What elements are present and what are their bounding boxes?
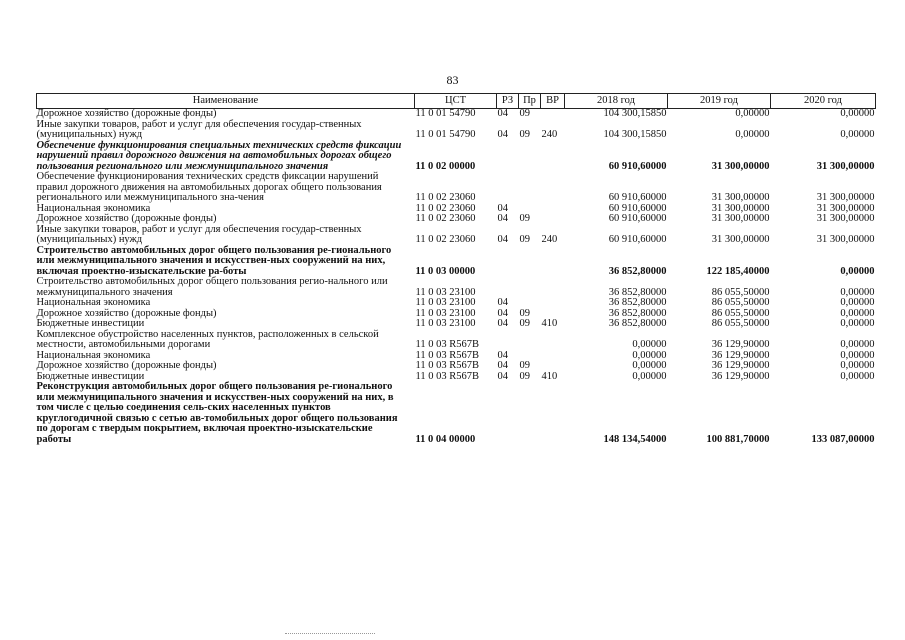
cell-cst: 11 0 03 23100 (415, 297, 476, 308)
cell-2020: 0,00000 (840, 360, 875, 371)
cell-name: Иные закупки товаров, работ и услуг для обеспечения государ-ственных (муниципальных) нужд (36, 223, 362, 245)
cell-vr (541, 214, 565, 225)
cell-cst: 11 0 03 R567B (415, 339, 479, 350)
cell-cst: 11 0 02 23060 (415, 234, 476, 245)
cell-name: Бюджетные инвестиции (36, 318, 145, 329)
cell-2020: 0,00000 (840, 297, 875, 308)
scan-mark (285, 633, 375, 636)
cell-rz (497, 330, 519, 351)
cell-pr (519, 246, 541, 278)
cell-2020: 0,00000 (840, 307, 875, 319)
cell-name: Дорожное хозяйство (дорожные фонды) (36, 307, 217, 319)
cell-2019: 31 300,00000 (711, 202, 770, 214)
cell-2018: 0,00000 (632, 349, 667, 361)
cell-vr: 240 (541, 129, 558, 140)
cell-vr (541, 141, 565, 173)
cell-vr (541, 172, 565, 204)
cell-2019: 122 185,40000 (706, 265, 770, 277)
cell-name: Иные закупки товаров, работ и услуг для обеспечения государ-ственных (муниципальных) нужд (36, 118, 362, 140)
header-vr: ВР (541, 94, 565, 109)
budget-table (36, 93, 876, 445)
cell-name: Дорожное хозяйство (дорожные фонды) (36, 360, 217, 371)
cell-cst: 11 0 01 54790 (415, 108, 476, 119)
cell-pr (519, 298, 541, 309)
cell-2018: 36 852,80000 (608, 318, 667, 329)
cell-name: Реконструкция автомобильных дорог общего пользования ре-гионального или межмуниципального значения и искусствен-ных сооружений на них, в том числе с целью соединения сель-ских населенных пунктов круглогодичной связью с сетью ав-томобильных дорог общего пользования по дорогам с твердым покрытием, включая проектно-изыскательские работы (36, 381, 398, 445)
cell-pr (519, 330, 541, 351)
cell-2020: 31 300,00000 (816, 202, 875, 214)
cell-vr (541, 330, 565, 351)
cell-2019: 86 055,50000 (711, 318, 770, 329)
cell-name: Дорожное хозяйство (дорожные фонды) (36, 213, 217, 224)
cell-2020: 0,00000 (840, 370, 875, 382)
cell-2019: 0,00000 (735, 108, 770, 119)
cell-2018: 0,00000 (632, 339, 667, 350)
cell-cst: 11 0 03 R567B (415, 360, 479, 371)
cell-2020: 0,00000 (840, 265, 875, 277)
cell-2018: 60 910,60000 (608, 192, 667, 203)
cell-2020: 0,00000 (840, 129, 875, 140)
table-row (37, 214, 876, 225)
cell-vr: 410 (541, 318, 558, 329)
table-row (37, 382, 876, 445)
cell-2020: 0,00000 (840, 339, 875, 350)
cell-vr (541, 204, 565, 215)
cell-pr (519, 277, 541, 298)
cell-2019: 0,00000 (735, 129, 770, 140)
header-2019: 2019 год (668, 94, 771, 109)
cell-rz: 04 (497, 234, 508, 245)
cell-cst: 11 0 03 23100 (415, 318, 476, 329)
cell-2018: 0,00000 (632, 370, 667, 382)
cell-name: Строительство автомобильных дорог общего пользования регио-нального или межмуниципального значения (36, 276, 388, 298)
cell-name: Дорожное хозяйство (дорожные фонды) (36, 108, 217, 119)
cell-cst: 11 0 01 54790 (415, 129, 476, 140)
cell-rz (497, 277, 519, 298)
cell-2018: 0,00000 (632, 360, 667, 371)
cell-cst: 11 0 03 23100 (415, 286, 476, 298)
header-2018: 2018 год (565, 94, 668, 109)
cell-2019: 86 055,50000 (711, 297, 770, 308)
cell-pr: 09 (519, 370, 530, 382)
cell-rz: 04 (497, 307, 508, 319)
cell-vr: 240 (541, 234, 558, 245)
cell-pr: 09 (519, 108, 530, 119)
cell-2018: 60 910,60000 (608, 202, 667, 214)
header-pr: Пр (519, 94, 541, 109)
cell-rz (497, 141, 519, 173)
cell-name: Национальная экономика (36, 202, 151, 214)
cell-2020: 31 300,00000 (816, 192, 875, 203)
cell-rz: 04 (497, 360, 508, 371)
cell-cst: 11 0 03 R567B (415, 370, 479, 382)
cell-vr (541, 361, 565, 372)
cell-2019: 86 055,50000 (711, 286, 770, 298)
cell-cst: 11 0 03 R567B (415, 349, 479, 361)
cell-2020: 31 300,00000 (816, 160, 875, 172)
table-row (37, 361, 876, 372)
cell-2019: 31 300,00000 (711, 234, 770, 245)
cell-pr: 09 (519, 213, 530, 224)
cell-name: Бюджетные инвестиции (36, 370, 145, 382)
cell-2020: 31 300,00000 (816, 234, 875, 245)
cell-2020: 31 300,00000 (816, 213, 875, 224)
cell-2018: 36 852,80000 (608, 265, 667, 277)
cell-2020: 133 087,00000 (811, 433, 875, 445)
cell-2019: 31 300,00000 (711, 192, 770, 203)
table-header-row (37, 94, 876, 109)
table-row (37, 277, 876, 298)
table-row (37, 246, 876, 278)
table-row (37, 319, 876, 330)
page-number: 83 (446, 73, 459, 87)
cell-cst: 11 0 02 23060 (415, 192, 476, 203)
cell-vr (541, 277, 565, 298)
cell-2019: 36 129,90000 (711, 360, 770, 371)
table-row (37, 172, 876, 204)
cell-pr: 09 (519, 234, 530, 245)
cell-2019: 31 300,00000 (711, 160, 770, 172)
cell-rz: 04 (497, 318, 508, 329)
cell-rz (497, 172, 519, 204)
cell-2018: 36 852,80000 (608, 297, 667, 308)
cell-vr (541, 382, 565, 445)
cell-2018: 36 852,80000 (608, 286, 667, 298)
cell-2019: 36 129,90000 (711, 370, 770, 382)
cell-2020: 0,00000 (840, 286, 875, 298)
table-row (37, 109, 876, 120)
cell-2018: 36 852,80000 (608, 307, 667, 319)
table-row (37, 298, 876, 309)
cell-rz: 04 (497, 370, 508, 382)
cell-name: Национальная экономика (36, 297, 151, 308)
cell-2020: 0,00000 (840, 349, 875, 361)
cell-2018: 104 300,15850 (603, 108, 667, 119)
cell-2019: 31 300,00000 (711, 213, 770, 224)
cell-name: Комплексное обустройство населенных пунктов, расположенных в сельской местности, автомобильными дорогами (36, 328, 379, 350)
cell-vr (541, 298, 565, 309)
cell-rz (497, 382, 519, 445)
cell-rz: 04 (497, 213, 508, 224)
cell-cst: 11 0 03 00000 (415, 265, 476, 277)
cell-name: Обеспечение функционирования специальных технических средств фиксации нарушений правил дорожного движения на автомобильных дорогах общего пользования регионального или межмуниципального значения (36, 139, 402, 172)
cell-2018: 148 134,54000 (603, 433, 667, 445)
cell-pr: 09 (519, 318, 530, 329)
cell-pr (519, 382, 541, 445)
cell-name: Национальная экономика (36, 349, 151, 361)
header-2020: 2020 год (771, 94, 876, 109)
cell-cst: 11 0 02 00000 (415, 160, 476, 172)
cell-cst: 11 0 02 23060 (415, 202, 476, 214)
cell-2019: 86 055,50000 (711, 307, 770, 319)
cell-cst: 11 0 04 00000 (415, 433, 476, 445)
cell-2019: 100 881,70000 (706, 433, 770, 445)
table-row (37, 120, 876, 141)
cell-name: Строительство автомобильных дорог общего пользования ре-гионального или межмуниципального значения и искусствен-ных сооружений на них, включая проектно-изыскательские ра-боты (36, 244, 392, 277)
cell-vr (541, 109, 565, 120)
table-body (37, 109, 876, 446)
cell-pr (519, 141, 541, 173)
cell-rz: 04 (497, 202, 508, 214)
cell-pr: 09 (519, 307, 530, 319)
cell-pr (519, 172, 541, 204)
cell-cst: 11 0 03 23100 (415, 307, 476, 319)
header-rz: РЗ (497, 94, 519, 109)
cell-vr: 410 (541, 370, 558, 382)
table-row (37, 330, 876, 351)
cell-rz (497, 246, 519, 278)
header-name: Наименование (37, 94, 415, 109)
cell-rz: 04 (497, 297, 508, 308)
cell-pr: 09 (519, 360, 530, 371)
header-cst: ЦСТ (415, 94, 497, 109)
cell-pr: 09 (519, 129, 530, 140)
cell-name: Обеспечение функционирования технических средств фиксации нарушений правил дорожного движения на автомобильных дорогах общего пользования регионального или межмуниципального зна-чения (36, 171, 382, 203)
cell-2018: 60 910,60000 (608, 160, 667, 172)
cell-cst: 11 0 02 23060 (415, 213, 476, 224)
cell-2018: 60 910,60000 (608, 213, 667, 224)
cell-vr (541, 351, 565, 362)
cell-2019: 36 129,90000 (711, 349, 770, 361)
cell-2018: 104 300,15850 (603, 129, 667, 140)
table-row (37, 225, 876, 246)
cell-rz: 04 (497, 108, 508, 119)
cell-2020: 0,00000 (840, 108, 875, 119)
cell-2018: 60 910,60000 (608, 234, 667, 245)
cell-2019: 36 129,90000 (711, 339, 770, 350)
cell-vr (541, 246, 565, 278)
cell-rz: 04 (497, 349, 508, 361)
table-row (37, 141, 876, 173)
cell-rz: 04 (497, 129, 508, 140)
cell-2020: 0,00000 (840, 318, 875, 329)
